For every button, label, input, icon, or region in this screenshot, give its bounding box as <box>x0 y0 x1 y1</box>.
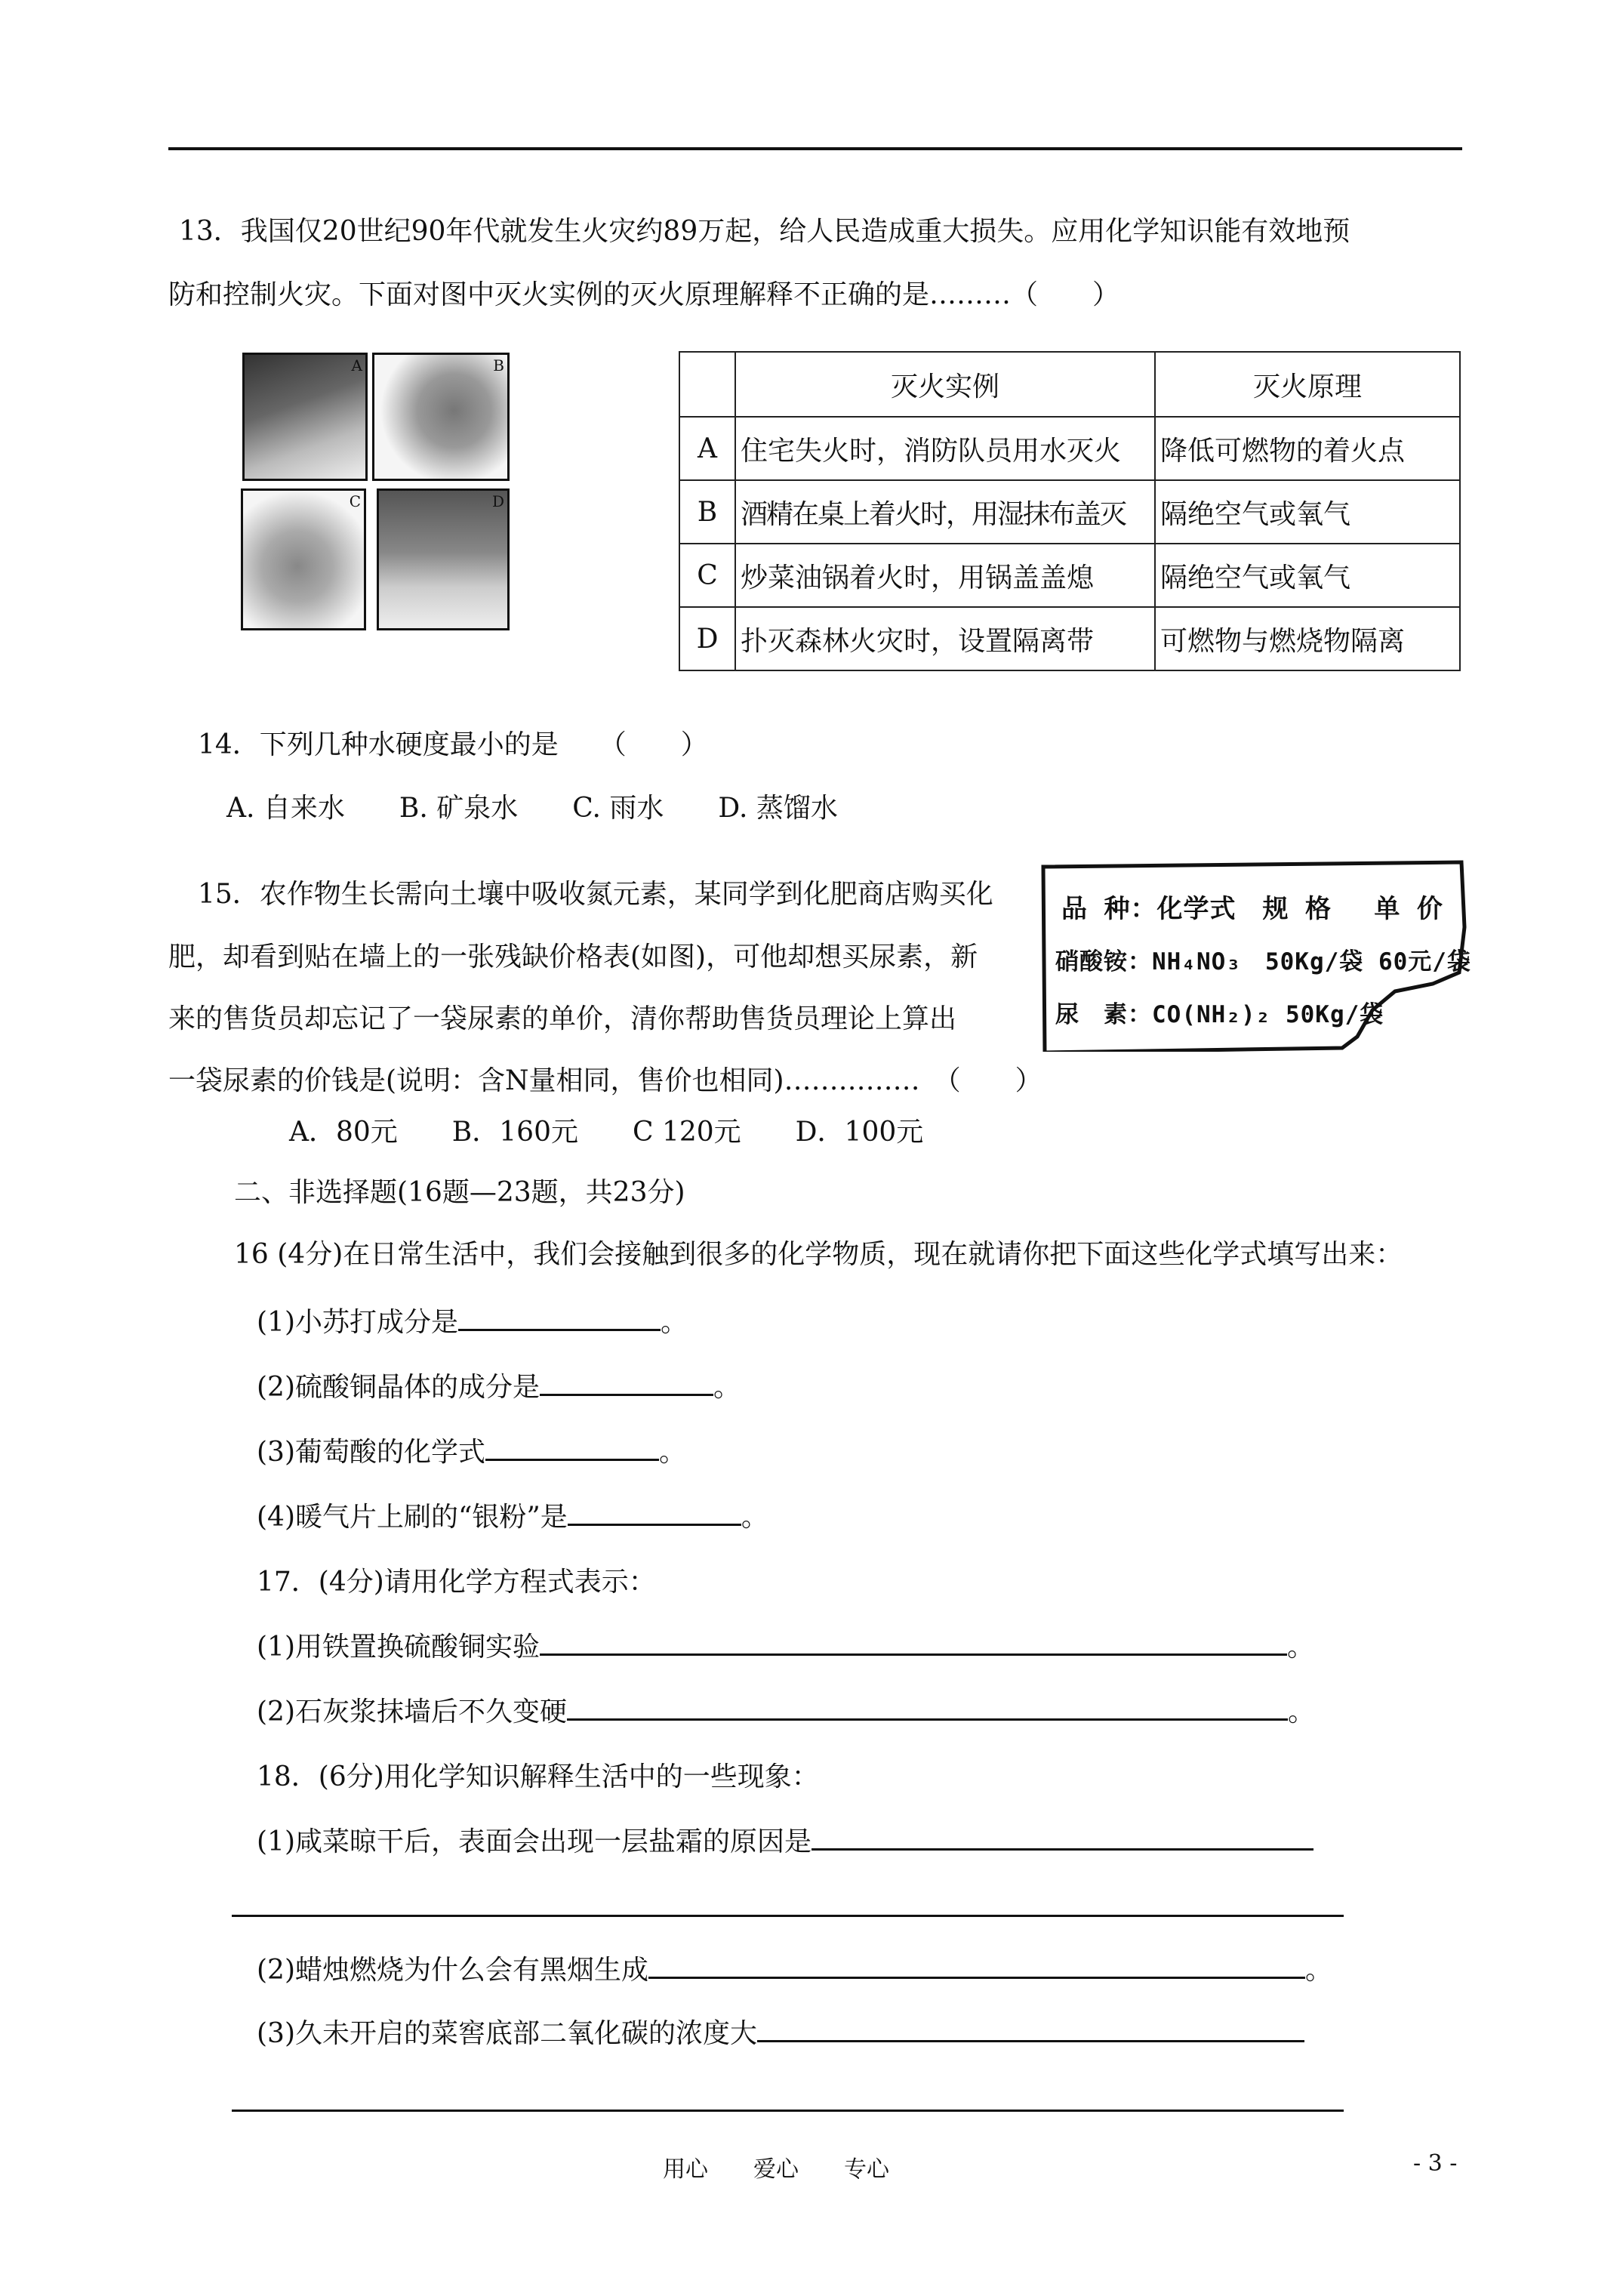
q17-item-1 <box>257 1631 1314 1664</box>
row-example: 炒菜油锅着火时，用锅盖盖熄 <box>735 544 1155 607</box>
q16-item-3 <box>257 1436 686 1469</box>
picture-d <box>377 488 510 630</box>
picture-label-b: B <box>493 356 504 374</box>
q16-item-1-end: 。 <box>661 1307 688 1338</box>
price-label-picture <box>1040 859 1474 1052</box>
q15-line4: 一袋尿素的价钱是(说明：含N量相同，售价也相同)…………… （ ） <box>168 1065 1042 1096</box>
q18-item-3-text: (3)久未开启的菜窖底部二氧化碳的浓度大 <box>257 2018 757 2049</box>
table-header-row <box>679 352 1460 417</box>
q16-item-1-text: (1)小苏打成分是 <box>257 1307 458 1338</box>
q17-stem: 17．(4分)请用化学方程式表示： <box>257 1567 656 1598</box>
answer-blank-16-2[interactable] <box>540 1371 713 1396</box>
answer-blank-16-4[interactable] <box>568 1501 741 1526</box>
answer-blank-17-1[interactable] <box>540 1631 1287 1656</box>
answer-blank-16-3[interactable] <box>485 1436 659 1461</box>
answer-blank-18-2[interactable] <box>648 1954 1305 1979</box>
row-option: A <box>679 417 735 480</box>
footer-motto: 用心 爱心 专心 <box>663 2156 889 2183</box>
picture-label-d: D <box>491 492 504 510</box>
section2-heading: 二、非选择题(16题—23题，共23分) <box>234 1177 685 1208</box>
fire-table <box>679 351 1461 671</box>
q17-item-2 <box>257 1696 1315 1729</box>
picture-a <box>242 353 368 481</box>
q16-item-3-text: (3)葡萄酸的化学式 <box>257 1437 485 1468</box>
header-rule <box>168 147 1462 150</box>
row-option: D <box>679 607 735 670</box>
q14-stem: 14．下列几种水硬度最小的是 （ ） <box>198 729 708 760</box>
q18-item-2-end: 。 <box>1305 1955 1333 1986</box>
q18-stem: 18．(6分)用化学知识解释生活中的一些现象： <box>257 1761 819 1792</box>
q15-line1: 15．农作物生长需向土壤中吸收氮元素，某同学到化肥商店购买化 <box>198 879 993 910</box>
table-header-principle: 灭火原理 <box>1155 352 1460 417</box>
q16-item-4-text: (4)暖气片上刷的“银粉”是 <box>257 1502 568 1533</box>
q18-item-1 <box>257 1826 1313 1859</box>
row-option: B <box>679 480 735 544</box>
q14-options: A. 自来水 B. 矿泉水 C. 雨水 D. 蒸馏水 <box>226 793 838 824</box>
answer-line-18-1-continued[interactable] <box>232 1915 1344 1917</box>
q13-line1: 13．我国仅20世纪90年代就发生火灾约89万起，给人民造成重大损失。应用化学知识能有效地预 <box>179 216 1350 247</box>
table-row <box>679 480 1460 544</box>
q17-item-1-end: 。 <box>1287 1632 1315 1663</box>
q18-item-3 <box>257 2017 1304 2051</box>
row-principle: 隔绝空气或氧气 <box>1155 480 1460 544</box>
q15-line2: 肥，却看到贴在墙上的一张残缺价格表(如图)，可他却想买尿素，新 <box>168 942 978 972</box>
table-header-example: 灭火实例 <box>735 352 1155 417</box>
table-header-blank <box>679 352 735 417</box>
q18-item-2-text: (2)蜡烛燃烧为什么会有黑烟生成 <box>257 1955 648 1986</box>
price-label-header: 品 种：化学式 规 格 单 价 <box>1061 894 1443 924</box>
picture-c <box>241 488 366 630</box>
price-label-row2: 尿 素：CO(NH₂)₂ 50Kg/袋 <box>1055 1001 1384 1028</box>
q16-item-3-end: 。 <box>659 1437 687 1468</box>
q17-item-2-text: (2)石灰浆抹墙后不久变硬 <box>257 1697 567 1727</box>
picture-label-a: A <box>351 356 362 374</box>
row-example: 酒精在桌上着火时，用湿抹布盖灭 <box>735 480 1155 544</box>
picture-b <box>372 353 510 481</box>
answer-blank-18-1[interactable] <box>812 1826 1313 1851</box>
q16-item-4 <box>257 1501 768 1534</box>
q15-line3: 来的售货员却忘记了一袋尿素的单价，清你帮助售货员理论上算出 <box>168 1003 957 1034</box>
answer-blank-18-3[interactable] <box>757 2017 1304 2042</box>
q17-item-2-end: 。 <box>1288 1697 1316 1727</box>
footer-page-number: - 3 - <box>1413 2150 1458 2177</box>
q13-line2: 防和控制火灾。下面对图中灭火实例的灭火原理解释不正确的是………（ ） <box>168 279 1120 310</box>
table-row <box>679 544 1460 607</box>
table-row <box>679 607 1460 670</box>
q16-item-4-end: 。 <box>741 1502 768 1533</box>
answer-line-18-3-continued[interactable] <box>232 2110 1344 2112</box>
q16-item-1 <box>257 1306 688 1339</box>
row-option: C <box>679 544 735 607</box>
row-example: 扑灭森林火灾时，设置隔离带 <box>735 607 1155 670</box>
q16-stem: 16 (4分)在日常生活中，我们会接触到很多的化学物质，现在就请你把下面这些化学式填写出来： <box>234 1239 1403 1270</box>
table-row <box>679 417 1460 480</box>
q18-item-2 <box>257 1954 1332 1987</box>
q16-item-2 <box>257 1371 741 1404</box>
answer-blank-17-2[interactable] <box>567 1696 1288 1721</box>
picture-label-c: C <box>349 492 361 510</box>
fire-pictures <box>241 351 514 627</box>
answer-blank-16-1[interactable] <box>458 1306 661 1331</box>
row-principle: 隔绝空气或氧气 <box>1155 544 1460 607</box>
q17-item-1-text: (1)用铁置换硫酸铜实验 <box>257 1632 540 1663</box>
q16-item-2-text: (2)硫酸铜晶体的成分是 <box>257 1372 540 1403</box>
row-principle: 可燃物与燃烧物隔离 <box>1155 607 1460 670</box>
q15-options: A．80元 B．160元 C 120元 D．100元 <box>289 1117 924 1148</box>
row-example: 住宅失火时，消防队员用水灭火 <box>735 417 1155 480</box>
row-principle: 降低可燃物的着火点 <box>1155 417 1460 480</box>
price-label-row1: 硝酸铵：NH₄NO₃ 50Kg/袋 60元/袋 <box>1055 948 1471 975</box>
q16-item-2-end: 。 <box>713 1372 741 1403</box>
q18-item-1-text: (1)咸菜晾干后，表面会出现一层盐霜的原因是 <box>257 1826 812 1857</box>
